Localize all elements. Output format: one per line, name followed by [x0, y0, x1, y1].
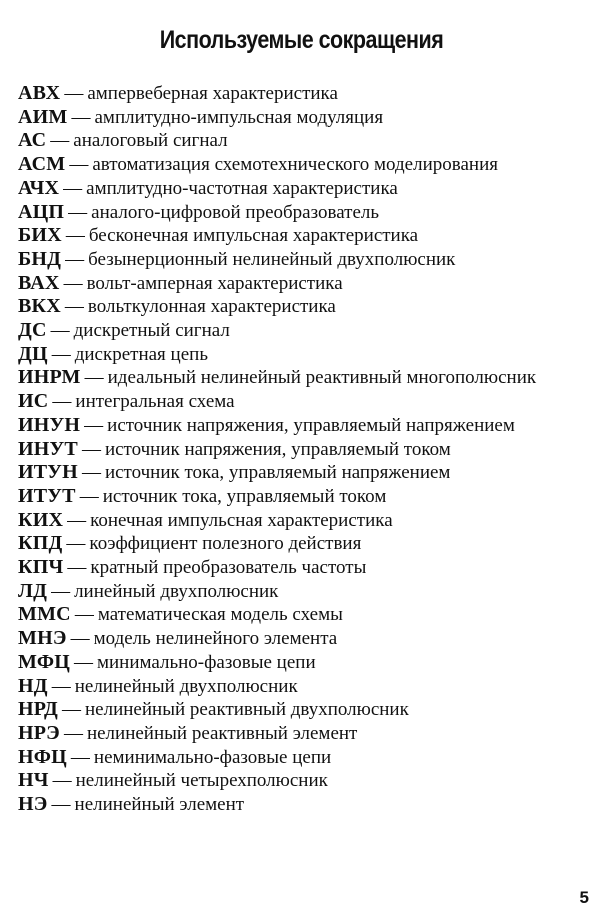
abbreviation-term: НФЦ: [18, 745, 67, 768]
abbreviation-term: НЧ: [18, 769, 49, 792]
abbreviation-term: КИХ: [18, 508, 64, 531]
em-dash-separator: —: [66, 533, 86, 555]
abbreviation-term: ИНУТ: [18, 437, 78, 460]
abbreviation-entry: [18, 106, 592, 130]
abbreviation-definition: амплитудно-импульсная модуляция: [94, 106, 384, 128]
abbreviation-entry: [18, 272, 592, 296]
abbreviation-definition: аналоговый сигнал: [73, 130, 228, 152]
abbreviation-definition: вольткулонная характеристика: [87, 296, 336, 318]
abbreviation-definition: конечная импульсная характеристика: [90, 509, 393, 531]
abbreviation-entry: [18, 319, 592, 343]
em-dash-separator: —: [52, 391, 72, 413]
abbreviation-entry: [18, 177, 592, 201]
abbreviation-entry: [18, 509, 592, 533]
em-dash-separator: —: [70, 628, 90, 650]
abbreviation-term: ИТУТ: [18, 484, 76, 507]
em-dash-separator: —: [62, 699, 81, 721]
abbreviation-definition: автоматизация схемотехнического моделирования: [92, 154, 498, 176]
abbreviation-term: ИТУН: [18, 461, 78, 484]
abbreviation-term: ВАХ: [18, 271, 60, 294]
abbreviation-entry: [18, 129, 592, 153]
abbreviation-entry: [18, 556, 592, 580]
abbreviation-term: НРД: [18, 698, 58, 721]
em-dash-separator: —: [74, 604, 94, 626]
abbreviation-definition: дискретный сигнал: [73, 320, 230, 342]
abbreviation-definition: аналого-цифровой преобразователь: [91, 201, 380, 223]
abbreviation-entry: [18, 793, 592, 817]
abbreviation-entry: [18, 627, 592, 651]
abbreviation-definition: источник напряжения, управляемый током: [104, 438, 451, 460]
abbreviation-definition: бесконечная импульсная характеристика: [88, 225, 419, 247]
abbreviation-definition: ампервеберная характеристика: [87, 83, 338, 104]
abbreviation-term: ЛД: [18, 579, 48, 602]
abbreviation-term: НРЭ: [18, 721, 60, 744]
em-dash-separator: —: [51, 580, 71, 602]
abbreviation-term: НЭ: [18, 793, 48, 816]
abbreviation-entry: [18, 675, 592, 699]
abbreviation-definition: вольт-амперная характеристика: [86, 272, 343, 294]
abbreviation-entry: [18, 651, 592, 675]
em-dash-separator: —: [63, 177, 83, 199]
em-dash-separator: —: [79, 485, 99, 507]
abbreviation-term: ИНРМ: [18, 366, 81, 389]
abbreviation-definition: идеальный нелинейный реактивный многополюсник: [107, 367, 537, 389]
abbreviation-term: БИХ: [18, 224, 62, 247]
abbreviation-definition: нелинейный двухполюсник: [74, 675, 298, 697]
em-dash-separator: —: [51, 794, 71, 816]
abbreviation-term: АВХ: [18, 82, 61, 104]
abbreviation-definition: нелинейный реактивный элемент: [86, 722, 358, 744]
em-dash-separator: —: [51, 675, 71, 697]
abbreviation-entry: [18, 295, 592, 319]
em-dash-separator: —: [67, 509, 87, 531]
abbreviation-term: МФЦ: [18, 650, 70, 673]
abbreviation-entry: [18, 722, 592, 746]
abbreviation-term: НД: [18, 674, 48, 697]
abbreviation-entry: [18, 746, 592, 770]
abbreviation-definition: коэффициент полезного действия: [89, 533, 362, 555]
abbreviation-entry: [18, 390, 592, 414]
em-dash-separator: —: [52, 770, 72, 792]
page-number: 5: [579, 888, 589, 907]
abbreviation-entry: [18, 82, 592, 106]
abbreviation-definition: кратный преобразователь частоты: [90, 557, 367, 579]
em-dash-separator: —: [81, 462, 101, 484]
abbreviation-definition: нелинейный реактивный двухполюсник: [85, 699, 409, 721]
abbreviation-term: АС: [18, 129, 47, 152]
abbreviation-term: КПЧ: [18, 556, 64, 579]
abbreviation-definition: интегральная схема: [75, 391, 235, 413]
em-dash-separator: —: [68, 201, 88, 223]
em-dash-separator: —: [51, 343, 71, 365]
abbreviation-definition: источник тока, управляемый током: [102, 485, 387, 507]
abbreviation-term: БНД: [18, 247, 62, 270]
abbreviation-term: АСМ: [18, 153, 66, 176]
abbreviation-entry: [18, 248, 592, 272]
abbreviation-definition: безынерционный нелинейный двухполюсник: [88, 248, 456, 270]
em-dash-separator: —: [73, 651, 93, 673]
abbreviation-term: ИС: [18, 390, 49, 413]
em-dash-separator: —: [65, 248, 85, 270]
abbreviation-definition: источник тока, управляемый напряжением: [104, 462, 451, 484]
abbreviation-entry: [18, 366, 592, 390]
abbreviation-definition: минимально-фазовые цепи: [96, 651, 316, 673]
abbreviation-definition: амплитудно-частотная характеристика: [86, 177, 398, 199]
em-dash-separator: —: [50, 130, 70, 152]
em-dash-separator: —: [71, 106, 91, 128]
abbreviation-entry: [18, 532, 592, 556]
abbreviation-entry: [18, 461, 592, 485]
em-dash-separator: —: [84, 367, 104, 389]
abbreviation-term: ИНУН: [18, 413, 81, 436]
abbreviation-definition: модель нелинейного элемента: [93, 628, 338, 650]
abbreviation-definition: источник напряжения, управляемый напряжением: [107, 414, 515, 436]
em-dash-separator: —: [70, 746, 90, 768]
abbreviation-term: МНЭ: [18, 627, 67, 650]
abbreviation-term: ДЦ: [18, 342, 48, 365]
abbreviation-term: КПД: [18, 532, 63, 555]
abbreviation-term: АИМ: [18, 105, 68, 128]
abbreviation-definition: линейный двухполюсник: [74, 580, 279, 602]
abbreviation-entry: [18, 438, 592, 462]
em-dash-separator: —: [65, 225, 85, 247]
abbreviation-entry: [18, 201, 592, 225]
abbreviation-definition: нелинейный элемент: [74, 794, 245, 816]
abbreviation-entry: [18, 485, 592, 509]
em-dash-separator: —: [64, 296, 84, 318]
em-dash-separator: —: [64, 83, 84, 104]
abbreviation-entry: [18, 343, 592, 367]
abbreviation-entry: [18, 603, 592, 627]
page-title: Используемые сокращения: [159, 25, 444, 54]
abbreviation-definition: дискретная цепь: [74, 343, 208, 365]
abbreviation-term: ММС: [18, 603, 71, 626]
abbreviation-entry: [18, 224, 592, 248]
em-dash-separator: —: [63, 722, 83, 744]
abbreviation-term: ВКХ: [18, 295, 61, 318]
em-dash-separator: —: [84, 414, 104, 436]
abbreviation-entry: [18, 698, 592, 722]
em-dash-separator: —: [67, 557, 87, 579]
abbreviation-entry: [18, 414, 592, 438]
abbreviation-term: АЧХ: [18, 176, 60, 199]
em-dash-separator: —: [81, 438, 101, 460]
abbreviation-entry: [18, 769, 592, 793]
abbreviation-entry: [18, 580, 592, 604]
em-dash-separator: —: [69, 154, 89, 176]
abbreviation-term: ДС: [18, 319, 47, 342]
abbreviation-entry: [18, 153, 592, 177]
em-dash-separator: —: [50, 320, 70, 342]
abbreviation-definition: математическая модель схемы: [97, 604, 343, 626]
abbreviation-definition: нелинейный четырехполюсник: [75, 770, 328, 792]
abbreviation-list: [18, 82, 592, 817]
abbreviation-definition: неминимально-фазовые цепи: [93, 746, 332, 768]
em-dash-separator: —: [63, 272, 83, 294]
abbreviation-term: АЦП: [18, 200, 65, 223]
